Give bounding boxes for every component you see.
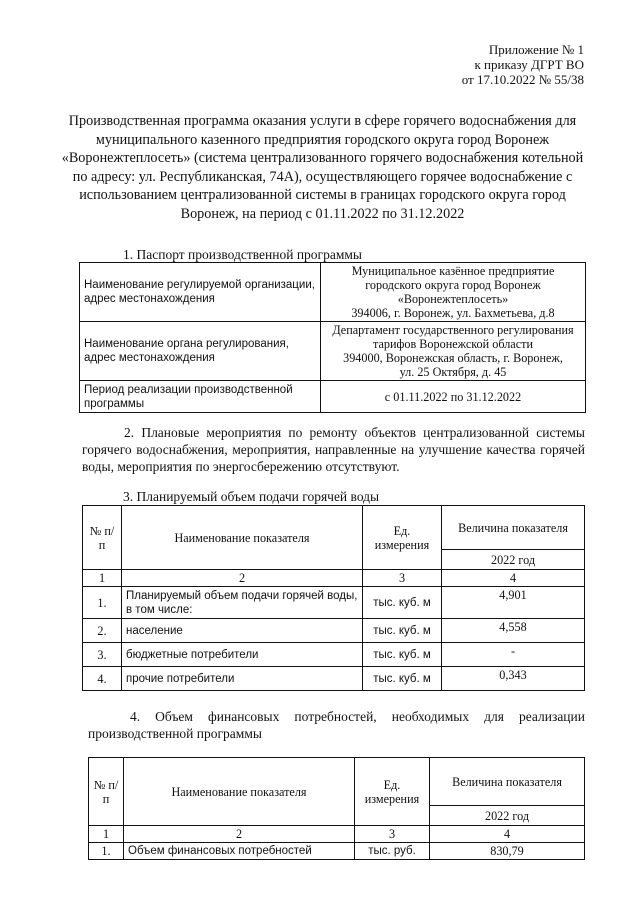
- passport-row: [80, 263, 586, 322]
- header-value: Величина показателя: [430, 758, 585, 806]
- appendix-line: Приложение № 1: [488, 42, 584, 57]
- row-unit: тыс. куб. м: [363, 643, 442, 667]
- row-unit: тыс. куб. м: [363, 587, 442, 619]
- index-cell: 3: [355, 826, 430, 843]
- header-name: Наименование показателя: [124, 758, 355, 826]
- table-row: [83, 643, 585, 667]
- row-value: 4,901: [442, 587, 585, 619]
- table-index-row: [89, 826, 585, 843]
- header-year: 2022 год: [430, 806, 585, 826]
- row-name: Объем финансовых потребностей: [124, 843, 355, 860]
- section3-heading: 3. Планируемый объем подачи горячей воды: [123, 489, 380, 504]
- passport-value: [321, 381, 586, 413]
- passport-value-line: городского округа город Воронеж: [365, 278, 541, 292]
- appendix-line: от 17.10.2022 № 55/38: [461, 72, 584, 87]
- header-unit: Ед. измерения: [355, 758, 430, 826]
- row-name: прочие потребители: [122, 667, 363, 691]
- passport-value-line: Департамент государственного регулирования: [332, 323, 574, 337]
- passport-row: [80, 381, 586, 413]
- header-num: № п/п: [89, 758, 124, 826]
- section4-heading: 4. Объем финансовых потребностей, необходимых для реализации производственной программы: [88, 709, 585, 741]
- document-title: Производственная программа оказания услуги в сфере горячего водоснабжения для муниципального казенного предприятия городского округа город Воронеж «Воронежтеплосеть» (система централизованного горячего водоснабжения котельной по адресу: ул. Республиканская, 74А), осуществляющего горячее водоснабжение с использованием централизованной системы в границах городского округа город Воронеж, на период с 01.11.2022 по 31.12.2022: [61, 113, 584, 222]
- header-name: Наименование показателя: [122, 506, 363, 570]
- row-name: население: [122, 619, 363, 643]
- index-cell: 3: [363, 570, 442, 587]
- row-unit: тыс. куб. м: [363, 619, 442, 643]
- index-cell: 4: [430, 826, 585, 843]
- table-row: [83, 667, 585, 691]
- row-name: бюджетные потребители: [122, 643, 363, 667]
- row-value: 0,343: [442, 667, 585, 691]
- header-value: Величина показателя: [442, 506, 585, 550]
- passport-label: Наименование органа регулирования, адрес местонахождения: [80, 322, 321, 381]
- table-row: [89, 843, 585, 860]
- section2-text: 2. Плановые мероприятия по ремонту объектов централизованной системы горячего водоснабжения, мероприятия, направленные на улучшение качества горячей воды, мероприятия по энергосбережению отсутствуют.: [82, 425, 585, 474]
- passport-table: [79, 262, 586, 413]
- row-value: -: [442, 643, 585, 667]
- appendix-line: к приказу ДГРТ ВО: [474, 57, 584, 72]
- table-index-row: [83, 570, 585, 587]
- row-num: 1.: [89, 843, 124, 860]
- passport-value-line: «Воронежтеплосеть»: [397, 292, 509, 306]
- passport-value: [321, 263, 586, 322]
- row-unit: тыс. руб.: [355, 843, 430, 860]
- index-cell: 2: [124, 826, 355, 843]
- passport-value: [321, 322, 586, 381]
- row-num: 2.: [83, 619, 122, 643]
- row-unit: тыс. куб. м: [363, 667, 442, 691]
- passport-value-line: с 01.11.2022 по 31.12.2022: [384, 389, 522, 404]
- header-num: № п/п: [83, 506, 122, 570]
- index-cell: 4: [442, 570, 585, 587]
- row-value: 4,558: [442, 619, 585, 643]
- passport-value-line: ул. 25 Октября, д. 45: [399, 365, 507, 379]
- section1-heading: 1. Паспорт производственной программы: [123, 247, 362, 262]
- header-unit: Ед. измерения: [363, 506, 442, 570]
- supply-table: [82, 505, 585, 691]
- table-header-row: [83, 506, 585, 550]
- index-cell: 1: [89, 826, 124, 843]
- table-header-row: [89, 758, 585, 806]
- passport-label: Период реализации производственной программы: [80, 381, 321, 413]
- passport-value-line: 394000, Воронежская область, г. Воронеж,: [343, 351, 563, 365]
- row-num: 4.: [83, 667, 122, 691]
- passport-value-line: 394006, г. Воронеж, ул. Бахметьева, д.8: [351, 306, 555, 320]
- passport-value-line: Муниципальное казённое предприятие: [351, 264, 555, 278]
- row-value: 830,79: [430, 843, 585, 860]
- passport-row: [80, 322, 586, 381]
- row-num: 1.: [83, 587, 122, 619]
- header-year: 2022 год: [442, 550, 585, 570]
- row-num: 3.: [83, 643, 122, 667]
- row-name: Планируемый объем подачи горячей воды, в том числе:: [122, 587, 363, 619]
- passport-value-line: тарифов Воронежской области: [373, 337, 533, 351]
- passport-label: Наименование регулируемой организации, адрес местонахождения: [80, 263, 321, 322]
- index-cell: 2: [122, 570, 363, 587]
- index-cell: 1: [83, 570, 122, 587]
- appendix-block: [462, 42, 584, 87]
- table-row: [83, 587, 585, 619]
- finance-table: [88, 757, 585, 860]
- table-row: [83, 619, 585, 643]
